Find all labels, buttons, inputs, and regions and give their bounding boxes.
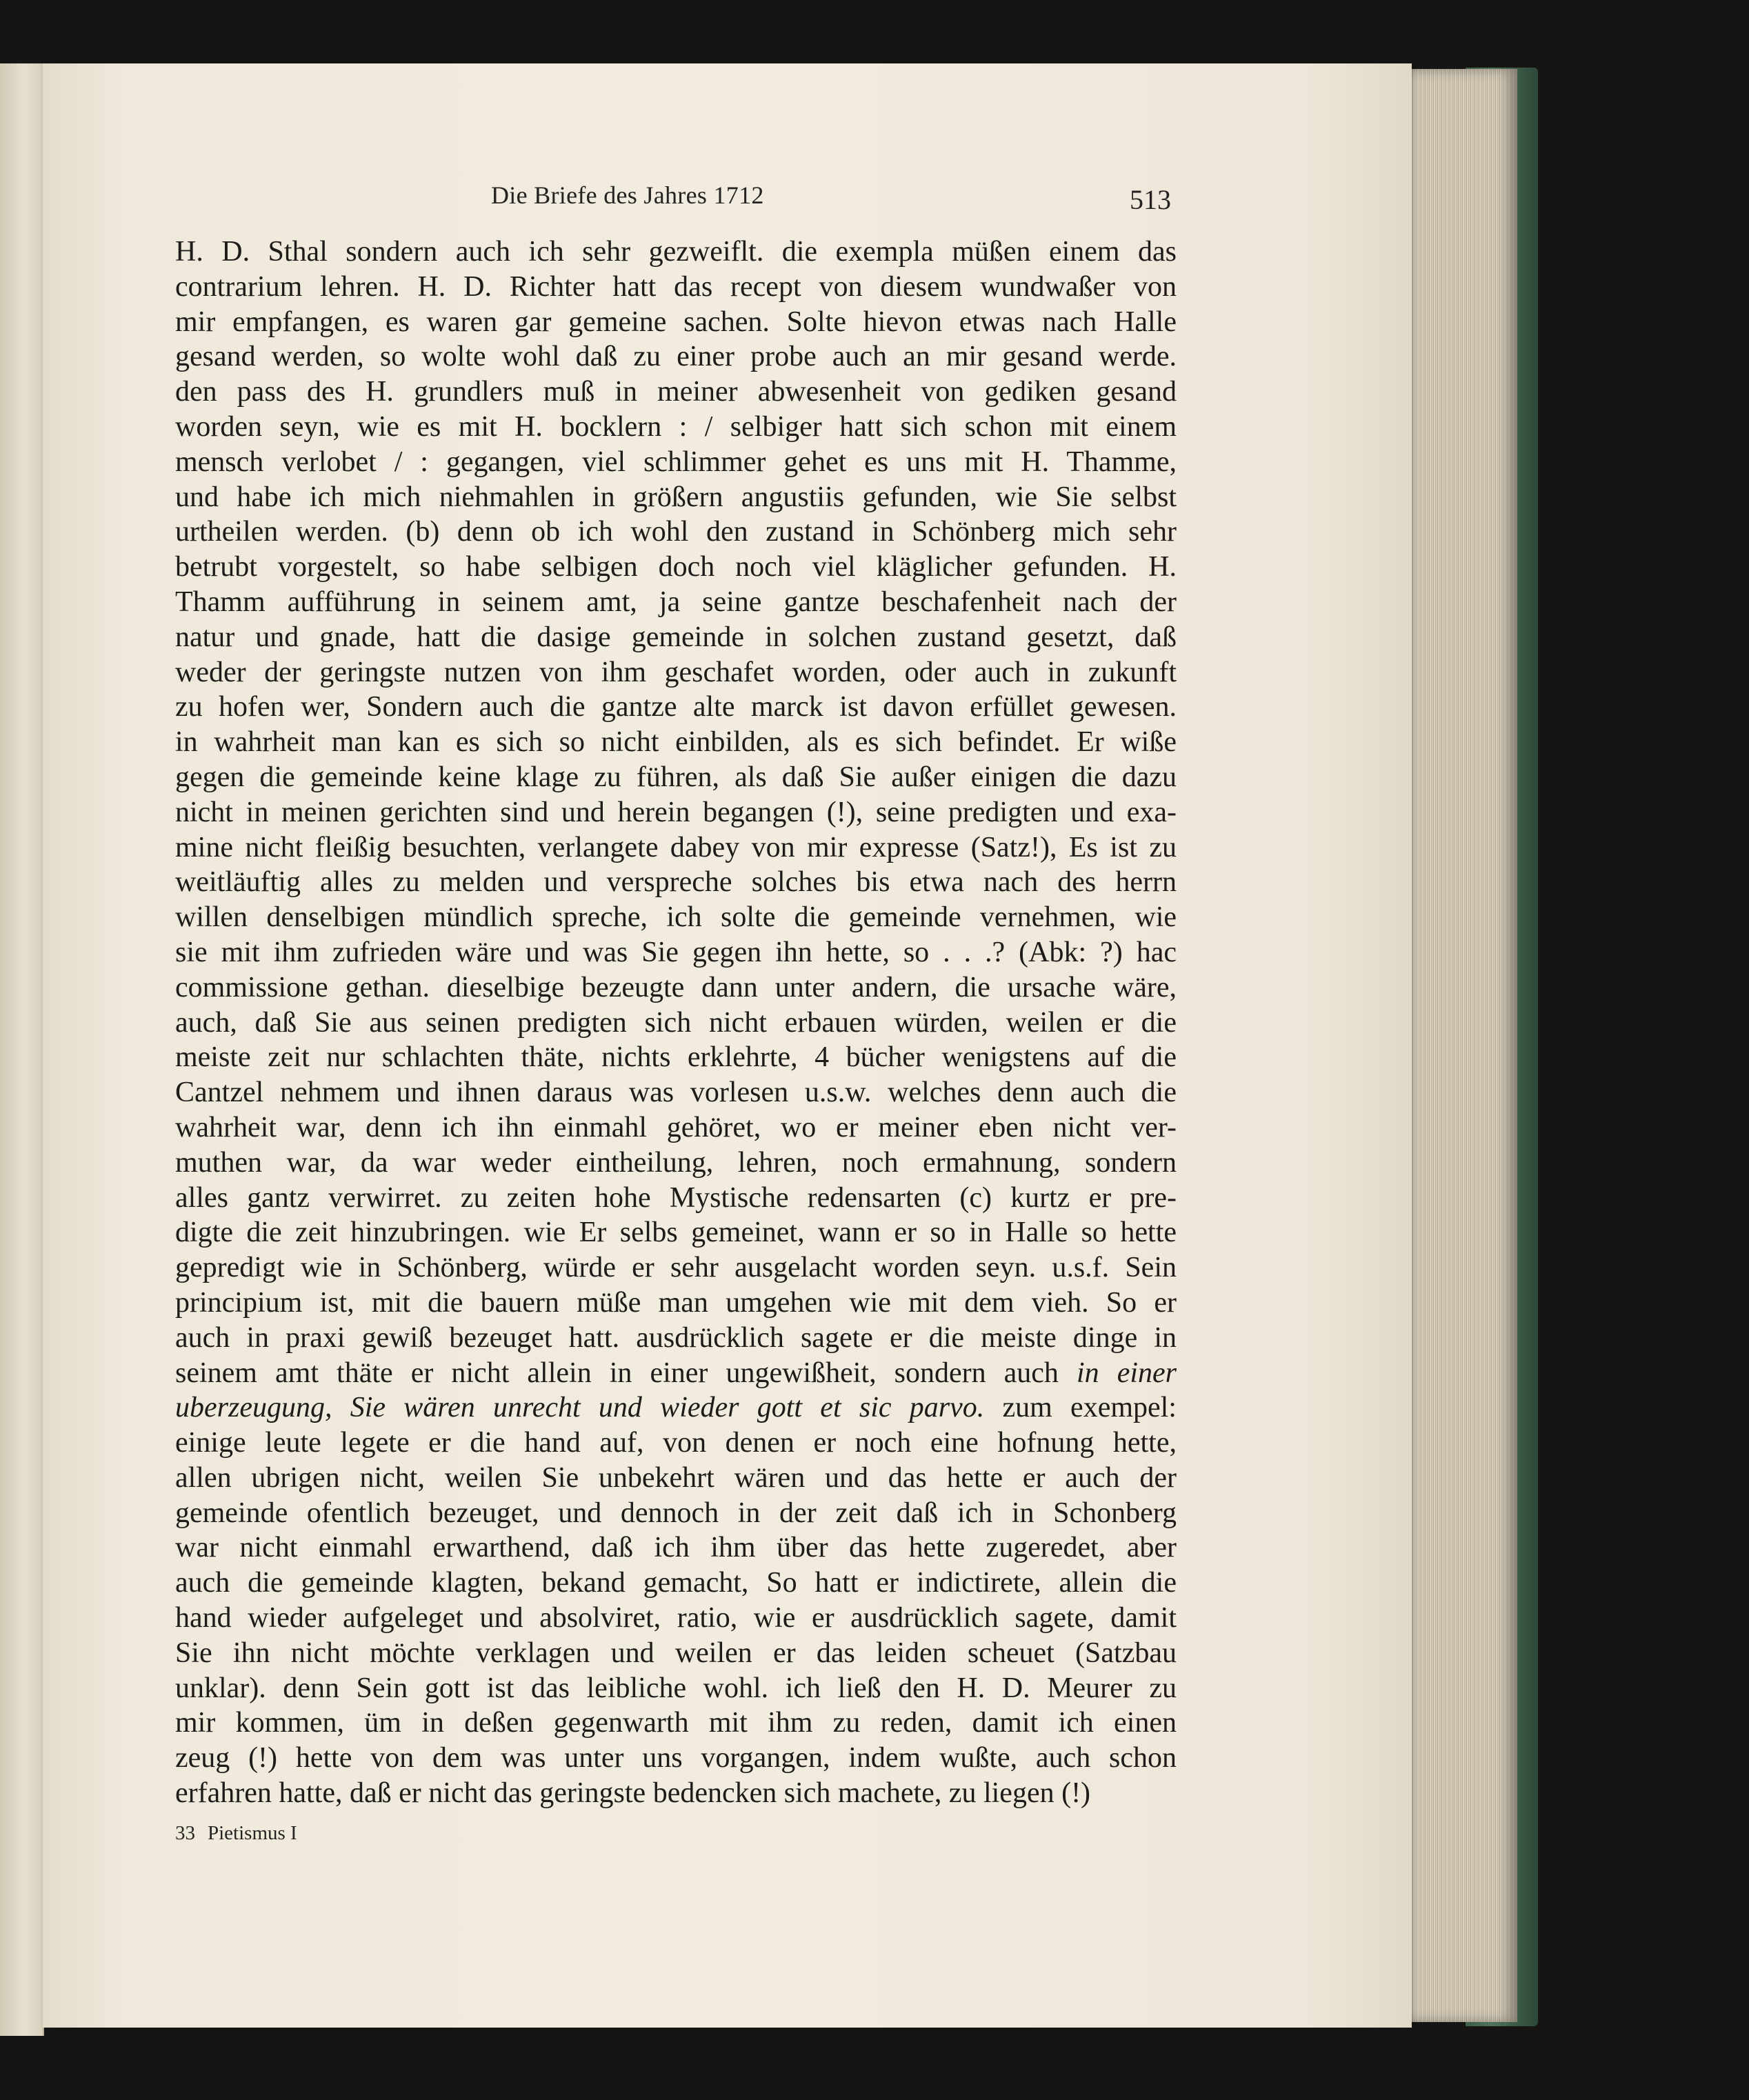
text-line (175, 1286, 1177, 1321)
previous-page-edge (0, 63, 44, 2036)
line-text: urtheilen werden. (b) denn ob ich wohl den zustand in Schönberg mich sehr (175, 516, 1177, 548)
text-line (175, 1566, 1177, 1601)
text-line (175, 410, 1177, 445)
signature-number: 33 (175, 1822, 195, 1844)
text-line (175, 725, 1177, 760)
text-line (175, 1530, 1177, 1566)
text-line (175, 480, 1177, 515)
text-line (175, 1321, 1177, 1356)
line-text: digte die zeit hinzubringen. wie Er selbs gemeinet, wann er so in Halle so hette (175, 1217, 1177, 1249)
line-text: hand wieder aufgeleget und absolviret, ratio, wie er ausdrücklich sagete, damit (175, 1602, 1177, 1634)
text-line (175, 1181, 1177, 1216)
text-line (175, 1461, 1177, 1496)
line-text: einige leute legete er die hand auf, von denen er noch eine hofnung hette, (175, 1427, 1177, 1459)
text-line (175, 795, 1177, 830)
text-line (175, 865, 1177, 900)
italic-text: uberzeugung, Sie wären unrecht und wieder gott et sic parvo. (175, 1392, 985, 1424)
text-line (175, 690, 1177, 725)
line-text-after: zum exempel: (984, 1392, 1177, 1424)
line-text: und habe ich mich niehmahlen in größern angustiis gefunden, wie Sie selbst (175, 481, 1177, 513)
italic-text: in einer (1076, 1357, 1177, 1389)
line-text: mir kommen, üm in deßen gegenwarth mit ihm zu reden, damit ich einen (175, 1707, 1177, 1739)
text-line (175, 585, 1177, 620)
line-text: war nicht einmahl erwarthend, daß ich ihm über das hette zugeredet, aber (175, 1532, 1177, 1564)
text-line (175, 514, 1177, 550)
line-text: nicht in meinen gerichten sind und herein begangen (!), seine predigten und exa- (175, 796, 1177, 828)
text-line (175, 234, 1177, 270)
line-text: betrubt vorgestelt, so habe selbigen doch noch viel kläglicher gefunden. H. (175, 551, 1177, 583)
text-line (175, 1356, 1177, 1391)
text-line (175, 1636, 1177, 1671)
line-text: gesand werden, so wolte wohl daß zu einer probe auch an mir gesand werde. (175, 341, 1177, 373)
text-line (175, 1390, 1177, 1426)
line-text: erfahren hatte, daß er nicht das geringste bedencken sich machete, zu liegen (!) (175, 1777, 1091, 1810)
text-line (175, 900, 1177, 935)
line-text: auch die gemeinde klagten, bekand gemacht, So hatt er indictirete, allein die (175, 1567, 1177, 1599)
line-text: zeug (!) hette von dem was unter uns vorgangen, indem wußte, auch schon (175, 1742, 1177, 1774)
text-line (175, 1706, 1177, 1741)
line-text: meiste zeit nur schlachten thäte, nichts erklehrte, 4 bücher wenigstens auf die (175, 1041, 1177, 1074)
line-text: muthen war, da war weder eintheilung, lehren, noch ermahnung, sondern (175, 1146, 1177, 1179)
text-line (175, 655, 1177, 690)
line-text: sie mit ihm zufrieden wäre und was Sie gegen ihn hette, so . . .? (Abk: ?) hac (175, 936, 1177, 968)
line-text: Thamm aufführung in seinem amt, ja seine gantze beschafenheit nach der (175, 586, 1177, 618)
line-text: in wahrheit man kan es sich so nicht einbilden, als es sich befindet. Er wiße (175, 726, 1177, 759)
line-text: auch in praxi gewiß bezeuget hatt. ausdrücklich sagete er die meiste dinge in (175, 1321, 1177, 1354)
line-text: contrarium lehren. H. D. Richter hatt das recept von diesem wundwaßer von (175, 270, 1177, 303)
line-text: den pass des H. grundlers muß in meiner abwesenheit von gediken gesand (175, 376, 1177, 408)
signature-title: Pietismus I (208, 1822, 297, 1844)
line-text: allen ubrigen nicht, weilen Sie unbekehrt wären und das hette er auch der (175, 1461, 1177, 1494)
line-text: gegen die gemeinde keine klage zu führen, als daß Sie außer einigen die dazu (175, 761, 1177, 793)
line-text: alles gantz verwirret. zu zeiten hohe Mystische redensarten (c) kurtz er pre- (175, 1181, 1177, 1214)
running-head: Die Briefe des Jahres 1712 (491, 181, 764, 209)
text-line (175, 970, 1177, 1006)
text-line (175, 445, 1177, 480)
text-line (175, 270, 1177, 305)
text-line (175, 1040, 1177, 1075)
line-text: gepredigt wie in Schönberg, würde er sehr ausgelacht worden seyn. u.s.f. Sein (175, 1252, 1177, 1284)
text-line (175, 1601, 1177, 1636)
printer-signature (175, 1822, 297, 1845)
text-line (175, 1426, 1177, 1461)
text-line (175, 935, 1177, 970)
line-text: weder der geringste nutzen von ihm geschafet worden, oder auch in zukunft (175, 656, 1177, 688)
text-line (175, 1215, 1177, 1250)
text-line (175, 1671, 1177, 1706)
text-line (175, 550, 1177, 585)
text-line (175, 1496, 1177, 1531)
line-text: H. D. Sthal sondern auch ich sehr gezweiflt. die exempla müßen einem das (175, 236, 1177, 268)
text-line (175, 339, 1177, 374)
line-text: worden seyn, wie es mit H. bocklern : / selbiger hatt sich schon mit einem (175, 410, 1177, 443)
text-line (175, 1776, 1177, 1811)
line-text: weitläuftig alles zu melden und verspreche solches bis etwa nach des herrn (175, 866, 1177, 899)
text-line (175, 1250, 1177, 1286)
text-line (175, 1741, 1177, 1776)
text-line (175, 620, 1177, 655)
text-line (175, 1075, 1177, 1110)
line-text: mine nicht fleißig besuchten, verlangete dabey von mir expresse (Satz!), Es ist zu (175, 831, 1177, 863)
line-text: unklar). denn Sein gott ist das leibliche wohl. ich ließ den H. D. Meurer zu (175, 1672, 1177, 1704)
line-text: auch, daß Sie aus seinen predigten sich nicht erbauen würden, weilen er die (175, 1006, 1177, 1039)
text-line (175, 305, 1177, 340)
line-text: gemeinde ofentlich bezeuget, und dennoch in der zeit daß ich in Schonberg (175, 1497, 1177, 1529)
line-text: willen denselbigen mündlich spreche, ich solte die gemeinde vernehmen, wie (175, 901, 1177, 934)
text-line (175, 1110, 1177, 1146)
line-text: wahrheit war, denn ich ihn einmahl gehöret, wo er meiner eben nicht ver- (175, 1111, 1177, 1143)
line-text: mir empfangen, es waren gar gemeine sachen. Solte hievon etwas nach Halle (175, 306, 1177, 338)
text-line (175, 1146, 1177, 1181)
text-line (175, 830, 1177, 866)
line-text: commissione gethan. dieselbige bezeugte dann unter andern, die ursache wäre, (175, 971, 1177, 1003)
text-line (175, 760, 1177, 795)
body-text (175, 234, 1177, 1811)
line-text: principium ist, mit die bauern müße man umgehen wie mit dem vieh. So er (175, 1286, 1177, 1319)
line-text: zu hofen wer, Sondern auch die gantze alte marck ist davon erfüllet gewesen. (175, 691, 1177, 723)
line-text: mensch verlobet / : gegangen, viel schlimmer gehet es uns mit H. Thamme, (175, 446, 1177, 478)
text-line (175, 1006, 1177, 1041)
page-number: 513 (1130, 184, 1171, 215)
page-block-edges (1407, 69, 1517, 2022)
line-text: Cantzel nehmem und ihnen daraus was vorlesen u.s.w. welches denn auch die (175, 1077, 1177, 1109)
line-text: natur und gnade, hatt die dasige gemeinde in solchen zustand gesetzt, daß (175, 621, 1177, 653)
line-text: Sie ihn nicht möchte verklagen und weilen er das leiden scheuet (Satzbau (175, 1637, 1177, 1669)
line-text: seinem amt thäte er nicht allein in einer ungewißheit, sondern auch (175, 1357, 1077, 1389)
text-line (175, 374, 1177, 410)
